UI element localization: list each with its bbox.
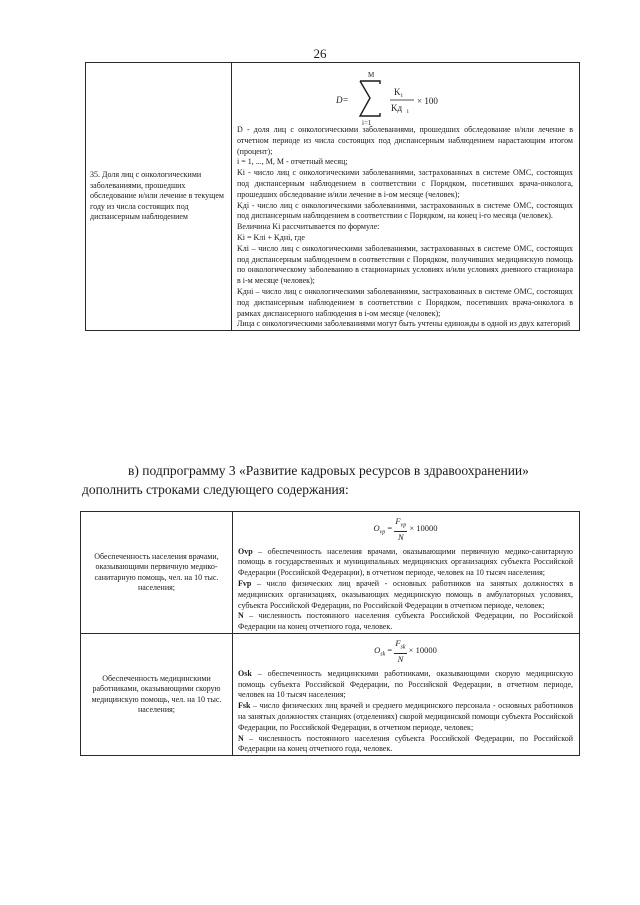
fraction	[394, 516, 407, 542]
table-row	[86, 63, 580, 331]
methodology-cell	[232, 63, 580, 331]
indicator-name-cell	[86, 63, 232, 331]
sigma-symbol	[360, 81, 380, 116]
indicator-name: Обеспеченность населения врачами, оказывающими первичную медико-санитарную помощь, чел. на 10 тыс. населения;	[94, 551, 219, 593]
indicator-table-1	[85, 62, 580, 331]
term-definition: Osk – обеспеченность медицинскими работниками, оказывающими скорую медицинскую помощь субъекта Российской Федерации, по Российской Федерации, в отчетном периоде, человек на 10 тысяч населения;	[238, 668, 574, 700]
formula-lhs-sub: vp	[379, 529, 386, 536]
term-definition: Fvp – число физических лиц врачей - основных работников на занятых должностях в медицинских организациях, оказывающих медицинскую помощь в амбулаторных условиях, субъекта Российской Федерации, по Российской Федерации в отчетном периоде, человек;	[238, 579, 573, 610]
formula-multiplier: × 10000	[409, 522, 438, 533]
fraction-numerator-sub: i	[401, 93, 403, 99]
equals-sign: =	[387, 644, 393, 655]
definition-paragraph: Kднi – число лиц с онкологическими заболеваниями, застрахованных в системе ОМС, состоящих под диспансерным наблюдением в соответствии с Порядком, посетивших врача-онколога в рамках диспансерного наблюдения в i-ом месяце (человек);	[237, 286, 573, 318]
heading-line-1: в) подпрограмму 3 «Развитие кадровых ресурсов в здравоохранении»	[128, 463, 529, 478]
indicator-name: Обеспеченность медицинскими работниками, оказывающими скорую медицинскую помощь, чел. на 10 тыс. населения;	[91, 673, 222, 715]
methodology-cell	[233, 634, 580, 756]
methodology-cell	[233, 512, 580, 634]
indicator-name-cell	[81, 512, 233, 634]
fraction	[394, 638, 406, 664]
formula-lhs: O	[373, 522, 380, 533]
definition-paragraph: Ki = Kлi + Kднi, где	[237, 232, 305, 242]
indicator-table-2	[80, 511, 580, 756]
formula-d	[237, 63, 573, 125]
formula-multiplier: × 100	[417, 96, 438, 106]
term-definition: Ovp – обеспеченность населения врачами, оказывающими первичную медико-санитарную помощь в государственных и муниципальных медицинских организациях субъекта Российской Федерации (Российской Федерации), в отчетном периоде, человек на 10 тысяч населения;	[238, 546, 573, 578]
formula-lhs-sub: sk	[380, 651, 386, 658]
formula-multiplier: × 10000	[408, 644, 437, 655]
definition-paragraph: Величина Ki рассчитывается по формуле:	[237, 222, 380, 232]
definition-paragraph: Ki - число лиц с онкологическими заболеваниями, застрахованных в системе ОМС, состоящих под диспансерным наблюдением в соответствии с Порядком, посетивших врача-онколога, прошедших обследование и/или лечение в i-ом месяце (человек);	[237, 168, 573, 199]
table-row	[81, 634, 580, 756]
term-definition: Fsk – число физических лиц врачей и среднего медицинского персонала - основных работников на занятых должностях станциях (отделениях) скорой медицинской помощи субъекта Российской Федерации, по Российской Федерации, в отчетном периоде, человек;	[238, 701, 574, 732]
heading-line-2: дополнить строками следующего содержания:	[82, 482, 349, 497]
definition-paragraph: Kдi - число лиц с онкологическими заболеваниями, застрахованных в системе ОМС, состоящих под диспансерным наблюдением в соответствии с Порядком, на конец i-го месяца (человек).	[237, 200, 573, 221]
section-heading	[82, 461, 582, 499]
formula-osk	[238, 634, 573, 669]
fraction-numerator: $F_{vp}$	[394, 516, 407, 532]
formula-lhs: D=	[336, 95, 349, 105]
fraction-numerator: K	[394, 87, 401, 97]
sum-formula-graphic	[336, 65, 486, 125]
sum-upper-limit: M	[368, 71, 375, 79]
fraction-denominator: Kд	[391, 103, 403, 113]
term-definition: N – численность постоянного населения субъекта Российской Федерации, по Российской Федерации на конец отчетного года, человек.	[238, 611, 573, 632]
fraction-numerator: $F_{sk}$	[394, 638, 406, 654]
equals-sign: =	[387, 522, 393, 533]
page-number: 26	[313, 46, 327, 61]
fraction-denominator: N	[397, 531, 404, 542]
fraction-denominator: N	[397, 653, 404, 664]
sum-lower-limit: i=1	[362, 119, 372, 125]
definition-paragraph: i = 1, ..., M, M - отчетный месяц;	[237, 157, 348, 167]
table-row	[81, 512, 580, 634]
fraction-denominator-sub: i	[407, 109, 409, 115]
definition-paragraph: Kлi – число лиц с онкологическими заболеваниями, застрахованных в системе ОМС, состоящих под диспансерным наблюдением в соответствии с Порядком, получивших медицинскую помощь по онкологическому заболеванию в стационарных условиях и/или условиях дневного стационара в i-м месяце (человек);	[237, 243, 573, 286]
formula-ovp	[238, 512, 573, 547]
formula-lhs: O	[374, 644, 381, 655]
term-definition: N – численность постоянного населения субъекта Российской Федерации, по Российской Федерации на конец отчетного года, человек.	[238, 733, 573, 754]
indicator-name: 35. Доля лиц с онкологическими заболеваниями, прошедших обследование и/или лечение в текущем году из числа состоящих под диспансерным наблюдением	[90, 170, 224, 222]
indicator-name-cell	[81, 634, 233, 756]
definition-paragraph: Лица с онкологическими заболеваниями могут быть учтены единожды в одной из двух категорий	[237, 319, 571, 329]
definition-paragraph: D - доля лиц с онкологическими заболеваниями, прошедших обследование и/или лечение в отчетном периоде из числа состоящих под диспансерным наблюдением нарастающим итогом (процент);	[237, 125, 573, 156]
